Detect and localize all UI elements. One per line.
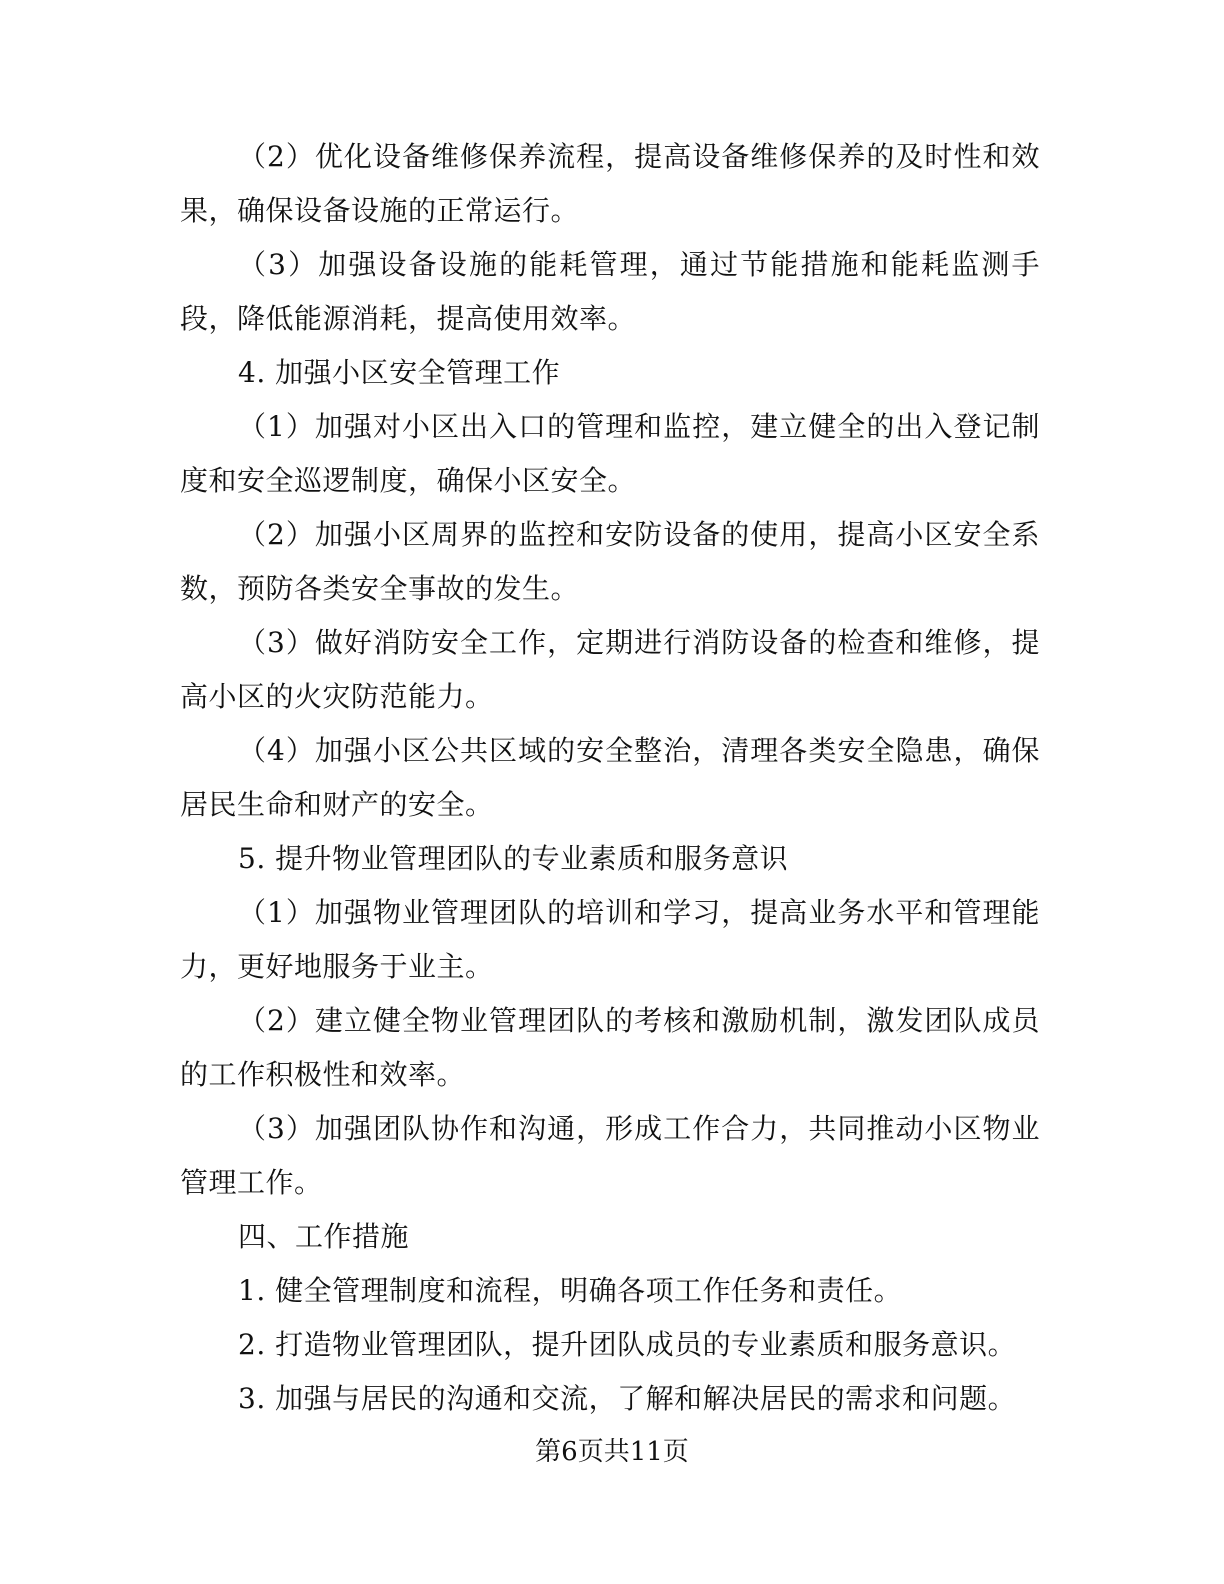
page-number-footer: 第6页共11页 <box>535 1437 689 1467</box>
section-heading-team: 5. 提升物业管理团队的专业素质和服务意识 <box>238 842 789 875</box>
paragraph-entrance-control: （1）加强对小区出入口的管理和监控，建立健全的出入登记制度和安全巡逻制度，确保小区安全。 <box>180 410 1040 497</box>
list-item-measure-3: 3. 加强与居民的沟通和交流，了解和解决居民的需求和问题。 <box>238 1382 1017 1415</box>
paragraph-team-training: （1）加强物业管理团队的培训和学习，提高业务水平和管理能力，更好地服务于业主。 <box>180 896 1040 983</box>
paragraph-team-incentives: （2）建立健全物业管理团队的考核和激励机制，激发团队成员的工作积极性和效率。 <box>180 1004 1040 1091</box>
paragraph-equipment-maintenance: （2）优化设备维修保养流程，提高设备维修保养的及时性和效果，确保设备设施的正常运行。 <box>180 140 1040 227</box>
paragraph-perimeter-security: （2）加强小区周界的监控和安防设备的使用，提高小区安全系数，预防各类安全事故的发生。 <box>180 518 1040 605</box>
section-heading-measures: 四、工作措施 <box>238 1220 410 1253</box>
list-item-measure-1: 1. 健全管理制度和流程，明确各项工作任务和责任。 <box>238 1274 903 1307</box>
list-item-measure-2: 2. 打造物业管理团队，提升团队成员的专业素质和服务意识。 <box>238 1328 1017 1361</box>
paragraph-team-collaboration: （3）加强团队协作和沟通，形成工作合力，共同推动小区物业管理工作。 <box>180 1112 1040 1199</box>
paragraph-fire-safety: （3）做好消防安全工作，定期进行消防设备的检查和维修，提高小区的火灾防范能力。 <box>180 626 1040 713</box>
document-body <box>180 130 1040 1426</box>
paragraph-public-area-safety: （4）加强小区公共区域的安全整治，清理各类安全隐患，确保居民生命和财产的安全。 <box>180 734 1040 821</box>
paragraph-energy-management: （3）加强设备设施的能耗管理，通过节能措施和能耗监测手段，降低能源消耗，提高使用效率。 <box>180 248 1040 335</box>
section-heading-safety: 4. 加强小区安全管理工作 <box>238 356 561 389</box>
